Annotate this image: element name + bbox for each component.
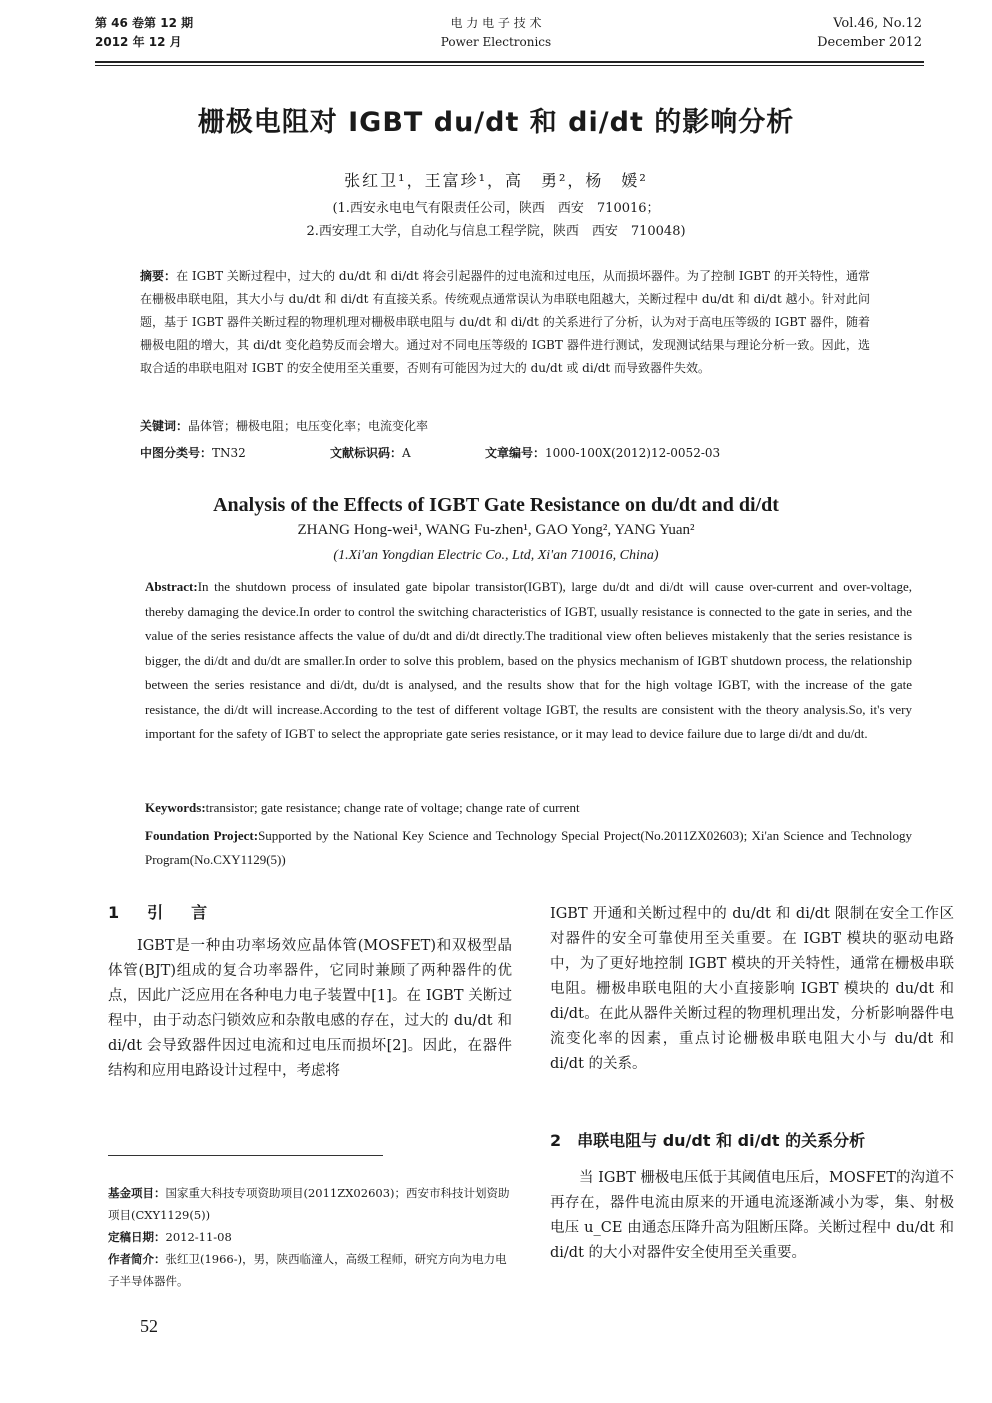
journal-volume: 第 46 卷第 12 期 xyxy=(95,16,194,30)
journal-name-cn: 电 力 电 子 技 术 xyxy=(450,16,542,30)
footnote-bio xyxy=(108,1248,518,1292)
abstract-cn-text: 在 IGBT 关断过程中，过大的 du/dt 和 di/dt 将会引起器件的过电流和过电压，从而损坏器件。为了控制 IGBT 的开关特性，通常在栅极串联电阻，其大小与 du/dt 和 di/dt 有直接关系。传统观点通常误认为串联电阻越大，关断过程中 du/dt 和 di/dt 越小。针对此问题，基于 IGBT 器件关断过程的物理机理对栅极串联电阻与 du/dt 和 di/dt 的关系进行了分析，认为对于高电压等级的 IGBT 器件，随着栅极电阻的增大，其 di/dt 变化趋势反而会增大。通过对不同电压等级的 IGBT 器件进行测试，发现测试结果与理论分析一致。因此，选取合适的串联电阻对 IGBT 的安全使用至关重要，否则有可能因为过大的 du/dt 或 di/dt 而导致器件失效。 xyxy=(140,269,870,375)
doc-label: 文献标识码： xyxy=(330,446,403,460)
header-rule xyxy=(95,61,924,63)
journal-date: 2012 年 12 月 xyxy=(95,35,182,49)
journal-volume-en: Vol.46, No.12 xyxy=(833,16,922,31)
journal-name-en: Power Electronics xyxy=(440,35,552,49)
abstract-en-text: In the shutdown process of insulated gate bipolar transistor(IGBT), large du/dt and di/dt will cause over-current and over-voltage, thereby damaging the device.In order to control the switching characteristics of IGBT, usually resistance is connected to the gate in series, and the value of the series resistance affects the value of du/dt and di/dt directly.The traditional view often believes mistakenly that the series resistance is bigger, the di/dt and du/dt are smaller.In order to solve this problem, based on the physics mechanism of IGBT shutdown process, the relationship between the series resistance and di/dt, du/dt is analysed, and the results show that for the high voltage IGBT, with the increase of the gate resistance, the di/dt will increase.According to the test of different voltage IGBT, the results are consistent with the theory analysis.So, it's very important for the safety of IGBT to select the appropriate gate series resistance, or it may lead to device failure due to large di/dt and du/dt. xyxy=(145,579,912,741)
abstract-cn-label: 摘要： xyxy=(140,269,177,283)
doc-code xyxy=(330,444,411,461)
journal-issue-en xyxy=(817,14,922,52)
keywords-en xyxy=(145,800,580,816)
article-label: 文章编号： xyxy=(485,446,546,460)
bio-text: 张红卫(1966-)，男，陕西临潼人，高级工程师，研究方向为电力电子半导体器件。 xyxy=(108,1252,507,1288)
keywords-cn xyxy=(140,417,428,434)
header-rule-thin xyxy=(95,65,924,66)
footnote-rule xyxy=(108,1155,383,1156)
clc-value: TN32 xyxy=(212,446,246,460)
date-label: 定稿日期： xyxy=(108,1230,166,1244)
fund-text: 国家重大科技专项资助项目(2011ZX02603)；西安市科技计划资助项目(CXY1129(5)) xyxy=(108,1186,510,1222)
fund-label: 基金项目： xyxy=(108,1186,166,1200)
clc-label: 中图分类号： xyxy=(140,446,213,460)
footnote-date xyxy=(108,1226,518,1248)
foundation-en xyxy=(145,824,912,872)
author-list-en: ZHANG Hong-wei¹, WANG Fu-zhen¹, GAO Yong², YANG Yuan² xyxy=(297,522,695,538)
section-1-body-continued: IGBT 开通和关断过程中的 du/dt 和 di/dt 限制在安全工作区对器件的安全可靠使用至关重要。在 IGBT 模块的驱动电路中，为了更好地控制 IGBT 模块的开关特性，通常在栅极串联电阻。栅极串联电阻的大小直接影响 IGBT 模块的 du/dt 和 di/dt。在此从器件关断过程的物理机理出发，分析影响器件电流变化率的因素，重点讨论栅极串联电阻大小与 du/dt 和 di/dt 的关系。 xyxy=(550,906,954,1072)
section-1-heading: 1 引 言 xyxy=(108,903,214,922)
keywords-en-text: transistor; gate resistance; change rate of voltage; change rate of current xyxy=(205,800,580,815)
keywords-cn-label: 关键词： xyxy=(140,419,189,433)
section-2-heading: 2 串联电阻与 du/dt 和 di/dt 的关系分析 xyxy=(550,1131,866,1150)
article-value: 1000-100X(2012)12-0052-03 xyxy=(545,446,721,460)
paper-title: 栅极电阻对 IGBT du/dt 和 di/dt 的影响分析 xyxy=(197,107,795,138)
affiliation-en: (1.Xi'an Yongdian Electric Co., Ltd, Xi'an 710016, China) xyxy=(333,548,659,563)
paper-title-en: Analysis of the Effects of IGBT Gate Resistance on du/dt and di/dt xyxy=(213,494,779,516)
affiliation-2: 2.西安理工大学，自动化与信息工程学院，陕西 西安 710048) xyxy=(306,224,686,239)
foundation-en-label: Foundation Project: xyxy=(145,828,259,843)
section-2-body: 当 IGBT 栅极电压低于其阈值电压后，MOSFET的沟道不再存在，器件电流由原来的开通电流逐渐减小为零，集、射极电压 u_CE 由通态压降升高为阻断压降。关断过程中 du/dt 和 di/dt 的大小对器件安全使用至关重要。 xyxy=(550,1170,954,1261)
footnote-fund xyxy=(108,1182,518,1226)
abstract-en-label: Abstract: xyxy=(145,579,198,594)
journal-date-en: December 2012 xyxy=(817,35,922,50)
footnote xyxy=(108,1182,518,1292)
doc-value: A xyxy=(402,446,411,460)
date-text: 2012-11-08 xyxy=(165,1230,232,1244)
page-number: 52 xyxy=(140,1316,158,1336)
article-number xyxy=(485,444,720,461)
foundation-en-text: Supported by the National Key Science and Technology Special Project(No.2011ZX02603); Xi'an Science and Technology Program(No.CXY1129(5)) xyxy=(145,828,912,867)
clc-number xyxy=(140,444,246,461)
author-list: 张红卫¹，王富珍¹，高 勇²，杨 媛² xyxy=(344,171,648,190)
keywords-en-label: Keywords: xyxy=(145,800,206,815)
bio-label: 作者简介： xyxy=(108,1252,166,1266)
abstract-en xyxy=(145,575,912,747)
abstract-cn xyxy=(140,265,870,380)
keywords-cn-text: 晶体管；栅极电阻；电压变化率；电流变化率 xyxy=(188,419,429,433)
affiliation-1: (1.西安永电电气有限责任公司，陕西 西安 710016； xyxy=(332,201,660,216)
section-1-body: IGBT是一种由功率场效应晶体管(MOSFET)和双极型晶体管(BJT)组成的复合功率器件，它同时兼顾了两种器件的优点，因此广泛应用在各种电力电子装置中[1]。在 IGBT 关断过程中，由于动态闩锁效应和杂散电感的存在，过大的 du/dt 和 di/dt 会导致器件因过电流和过电压而损坏[2]。因此，在器件结构和应用电路设计过程中，考虑将 xyxy=(108,938,512,1079)
